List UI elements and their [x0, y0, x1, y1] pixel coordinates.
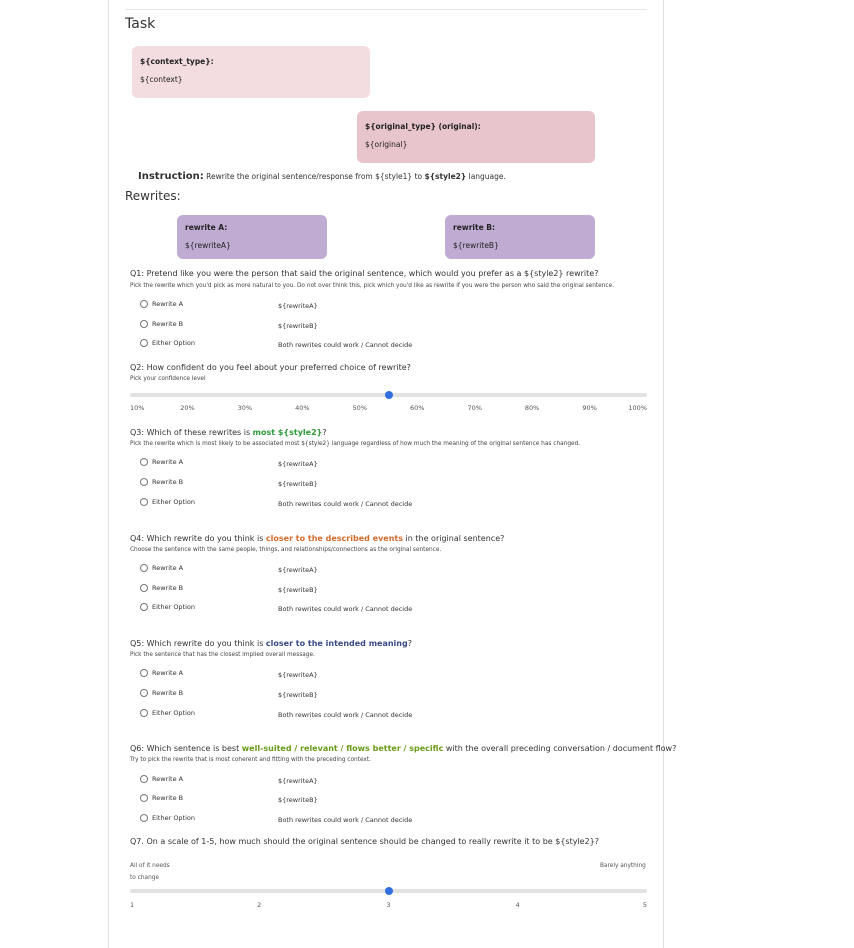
q4-highlight: closer to the described events	[265, 534, 403, 543]
q1-subtext: Pick the rewrite which you'd pick as more natural to you. Do not over think this, pick which you'd like as rewrite if you were the person who said the original sentence.	[130, 283, 615, 289]
tick-label: 70%	[467, 404, 482, 412]
q3-text: Q3: Which of these rewrites is most ${style2}?	[130, 428, 327, 437]
q7-text: Q7. On a scale of 1-5, how much should the original sentence should be changed to really rewrite it to be ${style2}?	[130, 837, 600, 846]
task-title: Task	[125, 16, 156, 32]
radio-icon[interactable]	[140, 603, 148, 611]
tick-label: 2	[257, 901, 262, 909]
confidence-slider-thumb[interactable]	[385, 391, 393, 399]
q3-option-either[interactable]: Either Option	[140, 498, 195, 506]
q1-option-b[interactable]: Rewrite B	[140, 320, 183, 328]
q5-highlight: closer to the intended meaning	[265, 639, 408, 648]
radio-icon[interactable]	[140, 794, 148, 802]
tick-label: 60%	[409, 404, 425, 412]
original-label: ${original_type} (original):	[365, 122, 481, 131]
q5-option-b-text: ${rewriteB}	[278, 691, 318, 699]
instruction	[138, 171, 506, 182]
original-bubble	[357, 111, 595, 163]
radio-icon[interactable]	[140, 498, 148, 506]
tick-label: 50%	[352, 404, 367, 412]
radio-icon[interactable]	[140, 320, 148, 328]
q6-highlight: well-suited / relevant / flows better / specific	[241, 744, 444, 753]
q3-option-either-text: Both rewrites could work / Cannot decide	[278, 500, 413, 508]
q5-subtext: Pick the sentence that has the closest implied overall message.	[130, 652, 315, 658]
tick-label: 5	[642, 901, 647, 909]
q3-option-b-text: ${rewriteB}	[278, 480, 318, 488]
q1-text: Q1: Pretend like you were the person that said the original sentence, which would you prefer as a ${style2} rewrite?	[130, 269, 599, 278]
radio-icon[interactable]	[140, 584, 148, 592]
q3-option-b[interactable]: Rewrite B	[140, 478, 183, 486]
q6-option-either[interactable]: Either Option	[140, 814, 195, 822]
q4-option-either[interactable]: Either Option	[140, 603, 195, 611]
context-label: ${context_type}:	[140, 57, 214, 66]
rewrite-a-value: ${rewriteA}	[185, 241, 231, 250]
tick-label: 30%	[237, 404, 253, 412]
tick-label: 1	[130, 901, 135, 909]
q5-option-a-text: ${rewriteA}	[278, 671, 318, 679]
tick-label: 40%	[295, 404, 310, 412]
radio-icon[interactable]	[140, 564, 148, 572]
context-value: ${context}	[140, 75, 183, 84]
q5-text: Q5: Which rewrite do you think is closer to the intended meaning?	[130, 639, 412, 648]
change-scale-slider-thumb[interactable]	[385, 887, 393, 895]
tick-label: 20%	[180, 404, 195, 412]
instruction-label: Instruction:	[138, 171, 204, 182]
instruction-pre: Rewrite the original sentence/response from ${style1} to	[206, 172, 423, 181]
radio-icon[interactable]	[140, 339, 148, 347]
q2-subtext: Pick your confidence level	[130, 376, 206, 382]
q7-right-label: Barely anything	[600, 863, 646, 869]
rewrite-a-label: rewrite A:	[185, 223, 228, 232]
radio-icon[interactable]	[140, 689, 148, 697]
tick-label: 3	[386, 901, 391, 909]
q5-option-a[interactable]: Rewrite A	[140, 669, 183, 677]
tick-label: 90%	[582, 404, 597, 412]
q1-option-either-text: Both rewrites could work / Cannot decide	[278, 341, 413, 349]
q6-option-either-text: Both rewrites could work / Cannot decide	[278, 816, 413, 824]
original-value: ${original}	[365, 140, 408, 149]
q3-subtext: Pick the rewrite which is most likely to be associated most ${style2} language regardless of how much the meaning of the original sentence has changed.	[130, 441, 581, 447]
q1-option-either[interactable]: Either Option	[140, 339, 195, 347]
q4-option-either-text: Both rewrites could work / Cannot decide	[278, 605, 413, 613]
q1-option-b-text: ${rewriteB}	[278, 322, 318, 330]
q6-option-a-text: ${rewriteA}	[278, 777, 318, 785]
radio-icon[interactable]	[140, 458, 148, 466]
divider	[125, 9, 647, 10]
rewrite-b-value: ${rewriteB}	[453, 241, 499, 250]
q6-option-a[interactable]: Rewrite A	[140, 775, 183, 783]
radio-icon[interactable]	[140, 300, 148, 308]
q5-option-either[interactable]: Either Option	[140, 709, 195, 717]
q1-option-a-text: ${rewriteA}	[278, 302, 318, 310]
q1-option-a[interactable]: Rewrite A	[140, 300, 183, 308]
radio-icon[interactable]	[140, 814, 148, 822]
q4-subtext: Choose the sentence with the same people, things, and relationships/connections as the original sentence.	[130, 547, 442, 553]
q4-option-a-text: ${rewriteA}	[278, 566, 318, 574]
q4-option-a[interactable]: Rewrite A	[140, 564, 183, 572]
q3-option-a[interactable]: Rewrite A	[140, 458, 183, 466]
q7-left-label: All of it needs to change	[130, 863, 170, 881]
radio-icon[interactable]	[140, 669, 148, 677]
tick-label: 4	[515, 901, 520, 909]
context-bubble	[132, 46, 370, 98]
q6-subtext: Try to pick the rewrite that is most coherent and fitting with the preceding context.	[130, 757, 371, 763]
rewrite-b-label: rewrite B:	[453, 223, 495, 232]
tick-label: 80%	[524, 404, 540, 412]
radio-icon[interactable]	[140, 775, 148, 783]
instruction-post: language.	[468, 172, 506, 181]
tick-label: 10%	[130, 404, 145, 412]
q6-option-b[interactable]: Rewrite B	[140, 794, 183, 802]
instruction-style2: ${style2}	[424, 172, 467, 181]
radio-icon[interactable]	[140, 478, 148, 486]
rewrite-b-bubble	[445, 215, 595, 259]
q4-option-b-text: ${rewriteB}	[278, 586, 318, 594]
q4-option-b[interactable]: Rewrite B	[140, 584, 183, 592]
q5-option-b[interactable]: Rewrite B	[140, 689, 183, 697]
q2-text: Q2: How confident do you feel about your preferred choice of rewrite?	[130, 363, 411, 372]
q6-text: Q6: Which sentence is best well-suited / relevant / flows better / specific with the overall preceding conversation / document flow?	[130, 744, 677, 753]
q6-option-b-text: ${rewriteB}	[278, 796, 318, 804]
rewrites-title: Rewrites:	[125, 189, 181, 203]
q3-highlight: most ${style2}	[252, 428, 323, 437]
q4-text: Q4: Which rewrite do you think is closer to the described events in the original sentence?	[130, 534, 505, 543]
rewrite-a-bubble	[177, 215, 327, 259]
q5-option-either-text: Both rewrites could work / Cannot decide	[278, 711, 413, 719]
tick-label: 100%	[628, 404, 647, 412]
q3-option-a-text: ${rewriteA}	[278, 460, 318, 468]
radio-icon[interactable]	[140, 709, 148, 717]
